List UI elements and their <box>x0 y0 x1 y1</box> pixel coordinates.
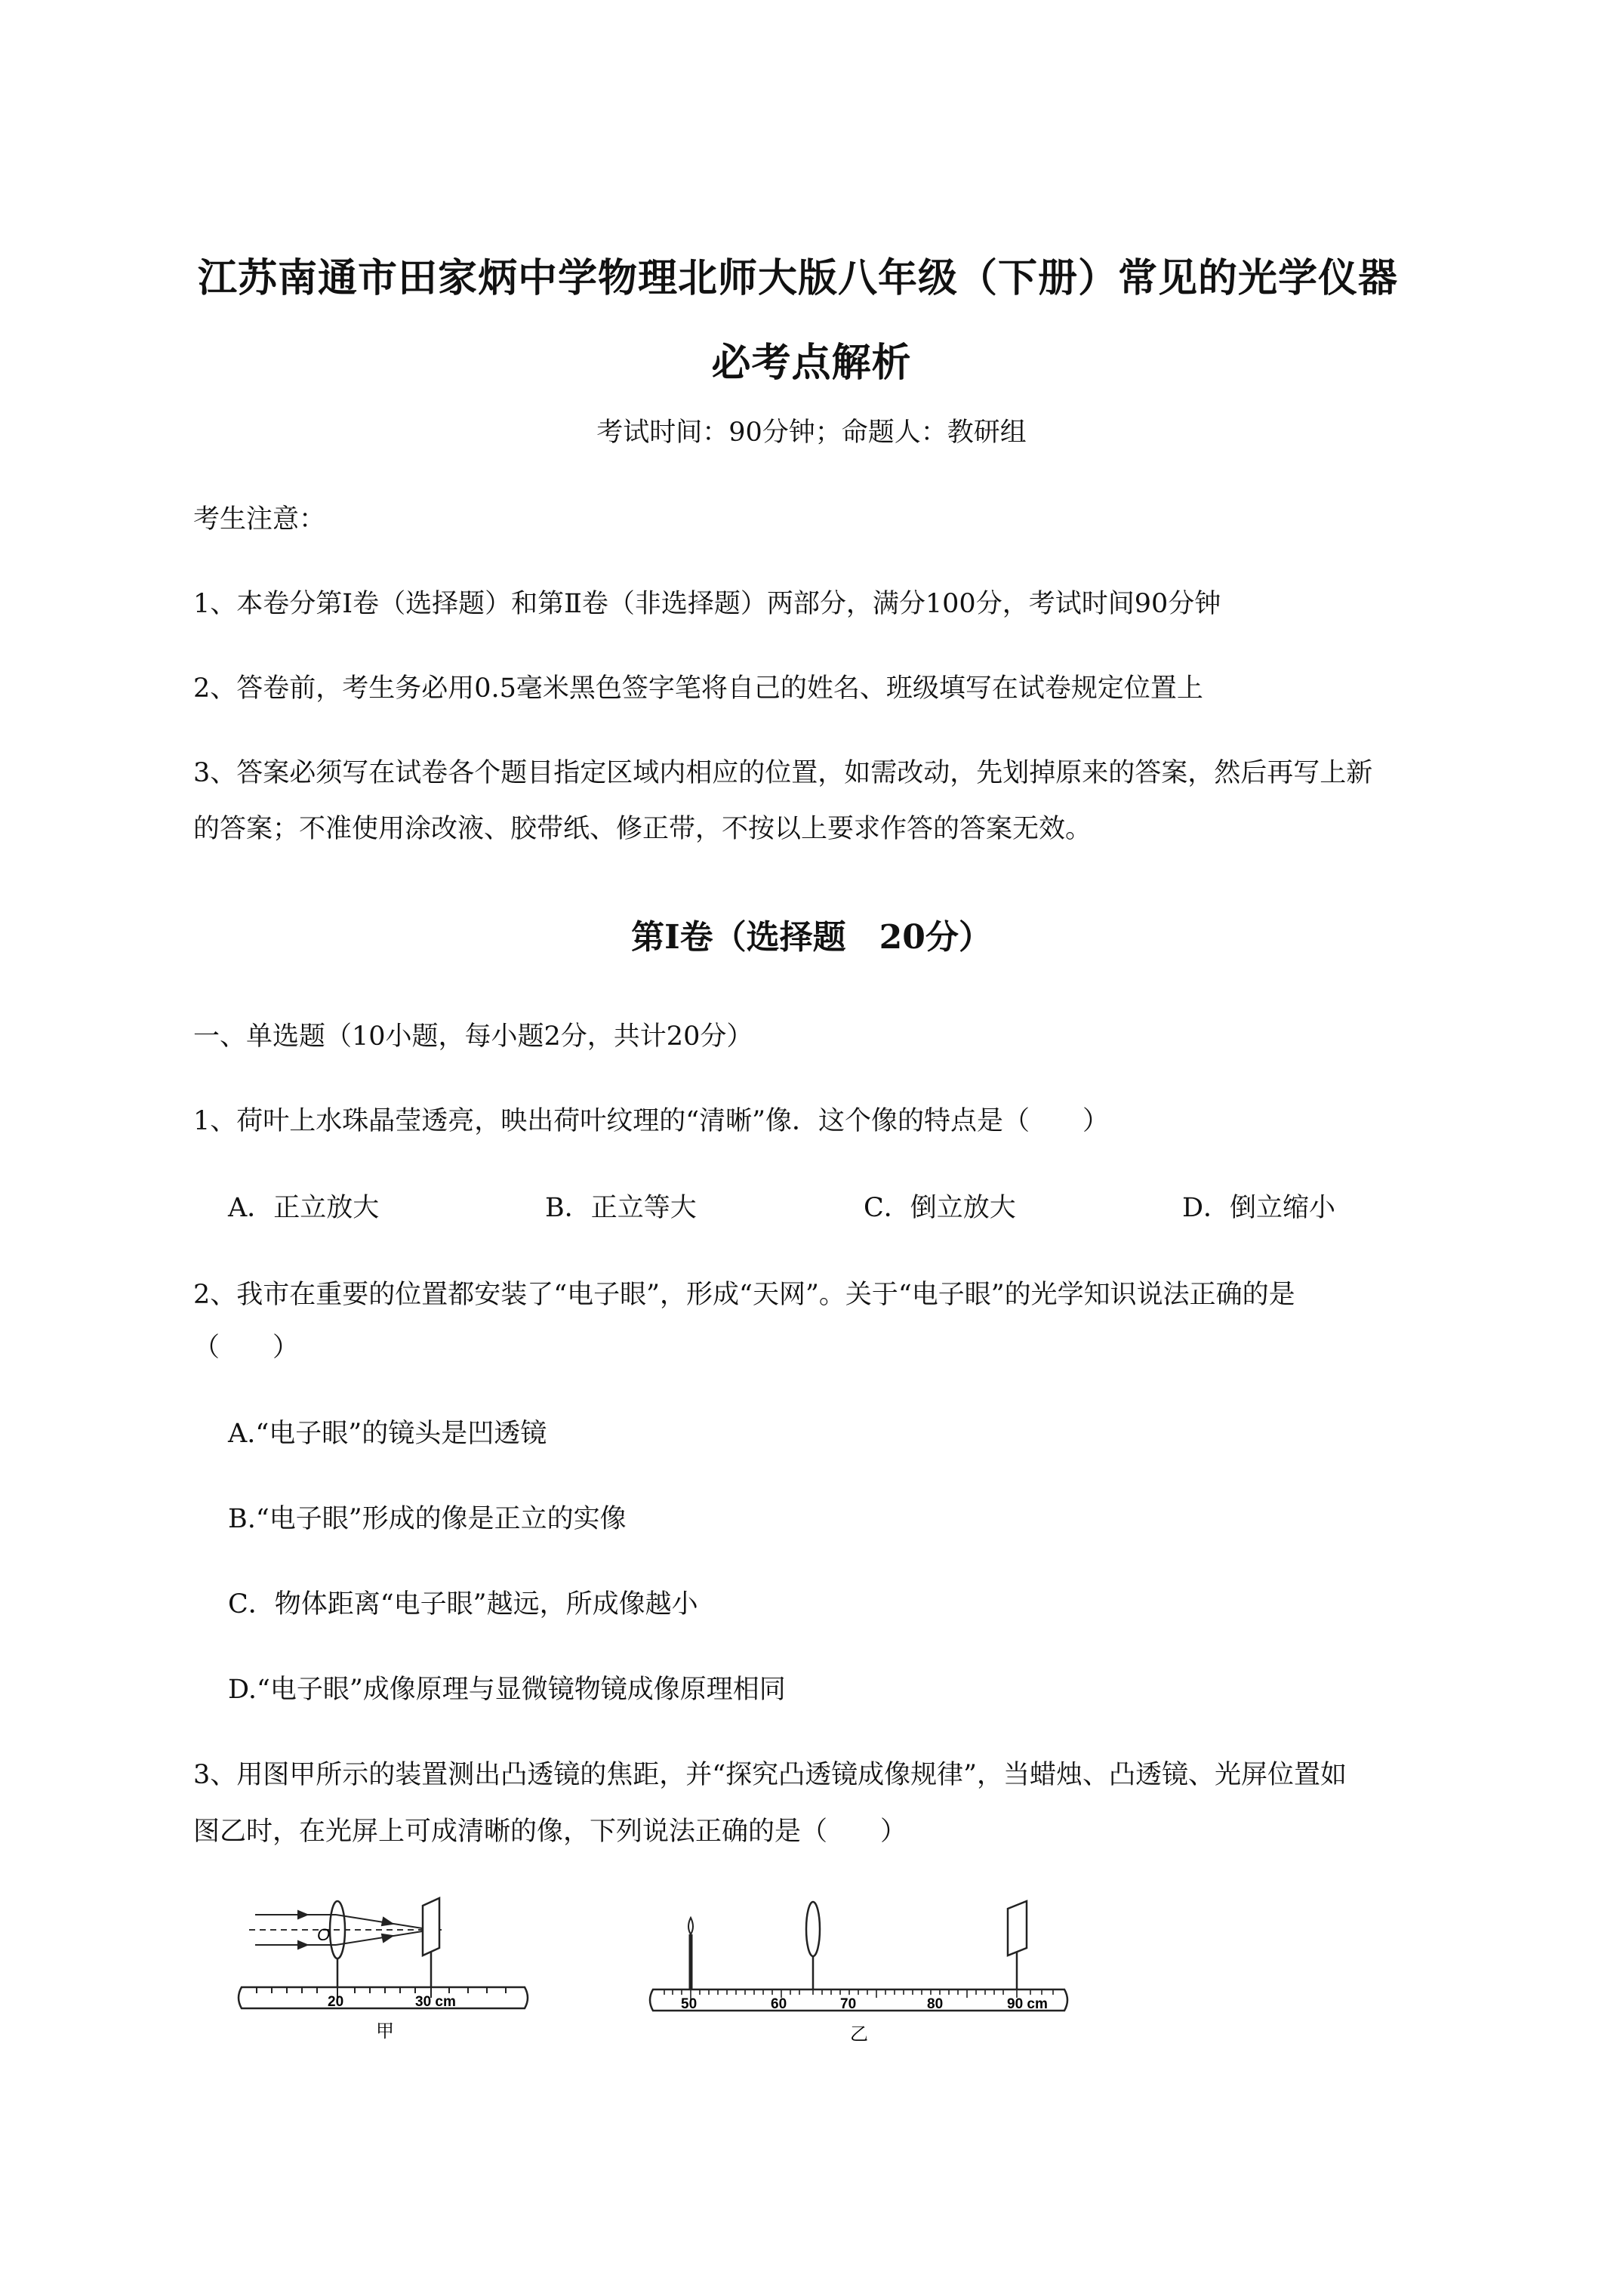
point-o-label: O <box>317 1925 331 1944</box>
ruler-yi-tick-60: 60 <box>771 1996 787 2012</box>
ruler-yi-tick-90: 90 cm <box>1007 1996 1048 2012</box>
figure-yi <box>619 1895 1102 2046</box>
figure-yi-caption: 乙 <box>850 2024 868 2045</box>
light-screen <box>423 1898 439 1955</box>
q1-option-d[interactable]: D．倒立缩小 <box>1182 1193 1336 1223</box>
q3-stem-line-1: 3、用图甲所示的装置测出凸透镜的焦距，并“探究凸透镜成像规律”，当蜡烛、凸透镜、光屏位置如 <box>193 1760 1347 1790</box>
ruler-yi-tick-80: 80 <box>927 1996 944 2012</box>
notice-item-2: 2、答卷前，考生务必用0.5毫米黑色签字笔将自己的姓名、班级填写在试卷规定位置上 <box>193 673 1203 704</box>
title-line-2: 必考点解析 <box>711 340 912 386</box>
q1-option-a[interactable]: A．正立放大 <box>228 1193 380 1223</box>
q2-stem-line-2: （ ） <box>193 1333 300 1363</box>
section-title: 第Ⅰ卷（选择题 20分） <box>631 918 992 957</box>
notice-item-3-line-1: 3、答案必须写在试卷各个题目指定区域内相应的位置，如需改动，先划掉原来的答案，然后再写上新 <box>193 758 1373 788</box>
q2-stem-line-1: 2、我市在重要的位置都安装了“电子眼”，形成“天网”。关于“电子眼”的光学知识说法正确的是 <box>193 1280 1295 1310</box>
candle-flame <box>688 1918 693 1934</box>
q1-stem: 1、荷叶上水珠晶莹透亮，映出荷叶纹理的“清晰”像．这个像的特点是（ ） <box>193 1106 1110 1136</box>
notice-item-1: 1、本卷分第Ⅰ卷（选择题）和第Ⅱ卷（非选择题）两部分，满分100分，考试时间90分钟 <box>193 589 1221 619</box>
convex-lens-yi <box>806 1902 820 1956</box>
exam-meta: 考试时间：90分钟；命题人：教研组 <box>596 418 1027 448</box>
light-screen-yi <box>1008 1901 1027 1955</box>
q1-option-b[interactable]: B．正立等大 <box>545 1193 697 1223</box>
title-line-1: 江苏南通市田家炳中学物理北师大版八年级（下册）常见的光学仪器 <box>198 255 1399 301</box>
part-heading: 一、单选题（10小题，每小题2分，共计20分） <box>193 1022 753 1052</box>
notice-item-3-line-2: 的答案；不准使用涂改液、胶带纸、修正带，不按以上要求作答的答案无效。 <box>193 814 1092 844</box>
q2-option-c[interactable]: C．物体距离“电子眼”越远，所成像越小 <box>228 1589 698 1620</box>
ruler-jia <box>239 1987 528 2008</box>
figure-jia-caption: 甲 <box>376 2021 394 2042</box>
q2-option-a[interactable]: A.“电子眼”的镜头是凹透镜 <box>228 1419 547 1449</box>
q3-stem-line-2: 图乙时，在光屏上可成清晰的像，下列说法正确的是（ ） <box>193 1817 907 1847</box>
q2-option-b[interactable]: B.“电子眼”形成的像是正立的实像 <box>228 1504 627 1534</box>
q1-option-c[interactable]: C．倒立放大 <box>864 1193 1016 1223</box>
ruler-yi-tick-70: 70 <box>840 1996 857 2012</box>
ruler-jia-tick-20: 20 <box>328 1994 344 2010</box>
ruler-jia-tick-30: 30 cm <box>415 1994 456 2010</box>
q2-option-d[interactable]: D.“电子眼”成像原理与显微镜物镜成像原理相同 <box>228 1675 786 1705</box>
figure-jia <box>226 1895 544 2042</box>
notice-heading: 考生注意： <box>193 504 326 535</box>
ruler-yi-tick-50: 50 <box>681 1996 698 2012</box>
